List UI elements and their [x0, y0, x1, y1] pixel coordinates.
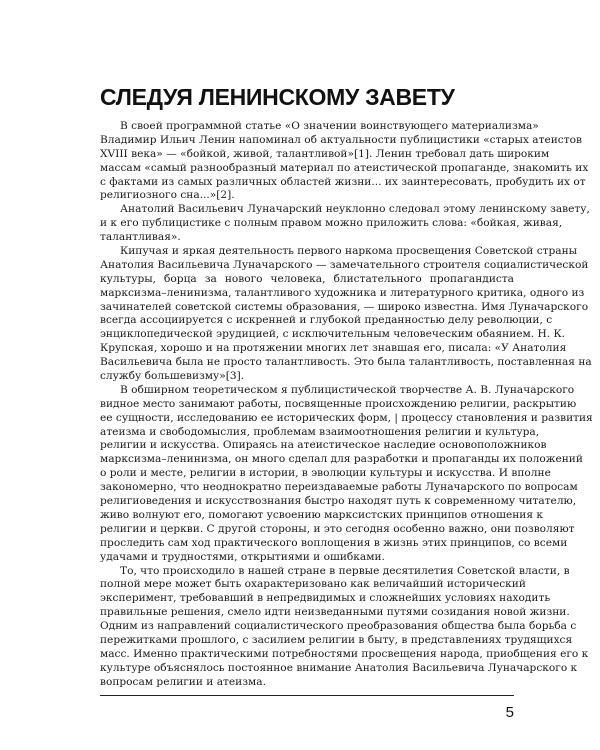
text-line: талантливая». — [100, 231, 181, 244]
text-line: и к его публицистике с полным правом можно приложить слова: «бойкая, живая, — [100, 217, 563, 230]
text-line: Анатолия Васильевича Луначарского — замечательного строителя социалистической — [100, 258, 589, 271]
text-line: Крупская, хорошо и на протяжении многих лет знавшая его, писала: «У Анатолия — [100, 342, 567, 355]
paragraph — [100, 383, 593, 565]
text-line: видное место занимают работы, посвященные происхождению религии, раскрытию — [100, 397, 577, 410]
text-line: религиоведения и искусствознания быстро находят путь к современному читателю, — [100, 495, 577, 508]
text-line: с фактами из самых различных областей жизни... их заинтересовать, пробудить их от — [100, 175, 586, 188]
text-line: Васильевича была не просто талантливость. Это была талантливость, поставленная на — [100, 356, 592, 369]
text-line: эксперимент, требовавший в непредвидимых и сложнейших условиях находить — [100, 592, 551, 605]
text-line: удачами и трудностями, открытиями и ошибками. — [100, 550, 385, 563]
chapter-title: СЛЕДУЯ ЛЕНИНСКОМУ ЗАВЕТУ — [100, 84, 455, 110]
text-line: пережитками прошлого, с засилием религии в быту, в представлениях трудящихся — [100, 633, 573, 646]
text-line: В своей программной статье «О значении воинствующего материализма» — [120, 120, 539, 132]
paragraph — [100, 203, 590, 245]
text-line: культуры, борца за нового человека, блистательного пропагандиста — [100, 272, 514, 285]
text-line: религии и церкви. С другой стороны, и это сегодня особенно важно, они позволяют — [100, 522, 575, 535]
text-line: службу большевизму»[3]. — [100, 370, 245, 383]
text-line: культуре объяснялось постоянное внимание Анатолия Васильевича Луначарского к — [100, 661, 578, 674]
text-line: закономерно, что неоднократно переиздаваемые работы Луначарского по вопросам — [100, 481, 578, 494]
text-line: массам «самый разнообразный материал по атеистической пропаганде, знакомить их — [100, 161, 589, 174]
text-line: Владимир Ильич Ленин напоминал об актуальности публицистики «старых атеистов — [100, 133, 582, 146]
text-line: религии и искусства. Опираясь на атеистическое наследие основоположников — [100, 439, 547, 452]
text-line: В обширном теоретическом я публицистической творчестве А. В. Луначарского — [120, 383, 575, 396]
footer-rule — [100, 695, 514, 696]
paragraph — [100, 120, 589, 203]
text-line: зачинателей советской системы образования, — широко известна. Имя Луначарского — [100, 300, 589, 313]
text-line: живо волнуют его, помогают усвоению марксистских принципов отношения к — [100, 508, 544, 521]
text-line: энциклопедической эрудицией, с исключительным человеческим обаянием. Н. К. — [100, 328, 566, 341]
text-line: марксизма–ленинизма, талантливого художника и литературного критика, одного из — [100, 286, 585, 299]
text-line: ее сущности, исследованию ее исторических форм, | процессу становления и развития — [100, 411, 593, 424]
text-line: Анатолий Васильевич Луначарский неуклонно следовал этому ленинскому завету, — [120, 203, 590, 216]
text-line: всегда ассоциируется с искренней и глубокой преданностью делу революции, с — [100, 314, 553, 327]
body-text — [100, 120, 593, 690]
text-line: XVIII века» — «бойкой, живой, талантливой»[1]. Ленин требовал дать широким — [100, 147, 550, 160]
text-line: вопросам религии и атеизма. — [100, 675, 266, 688]
text-line: Одним из направлений социалистического преобразования общества была борьба с — [100, 620, 577, 633]
text-line: полной мере может быть охарактеризовано как величайший исторический — [100, 578, 526, 591]
paragraph — [100, 245, 592, 384]
text-line: атеизма и свободомыслия, проблемам взаимоотношения религии и культура, — [100, 425, 540, 438]
text-line: То, что происходило в нашей стране в первые десятилетия Советской власти, в — [120, 564, 570, 577]
text-line: о роли и месте, религии в истории, в эволюции культуры и искусства. И вполне — [100, 467, 551, 480]
paragraph — [100, 564, 589, 690]
text-line: правильные решения, смело идти неизведанными путями созидания новой жизни. — [100, 606, 570, 619]
page-number: 5 — [505, 704, 514, 721]
text-line: марксизма–ленинизма, он много сделал для разработки и пропаганды их положений — [100, 453, 583, 466]
text-line: Кипучая и яркая деятельность первого наркома просвещения Советской страны — [120, 245, 578, 258]
text-line: религиозного сна...»[2]. — [100, 189, 235, 202]
text-line: масс. Именно практическими потребностями просвещения народа, приобщения его к — [100, 647, 589, 660]
text-line: проследить сам ход практического воплощения в жизнь этих принципов, со всеми — [100, 536, 568, 549]
